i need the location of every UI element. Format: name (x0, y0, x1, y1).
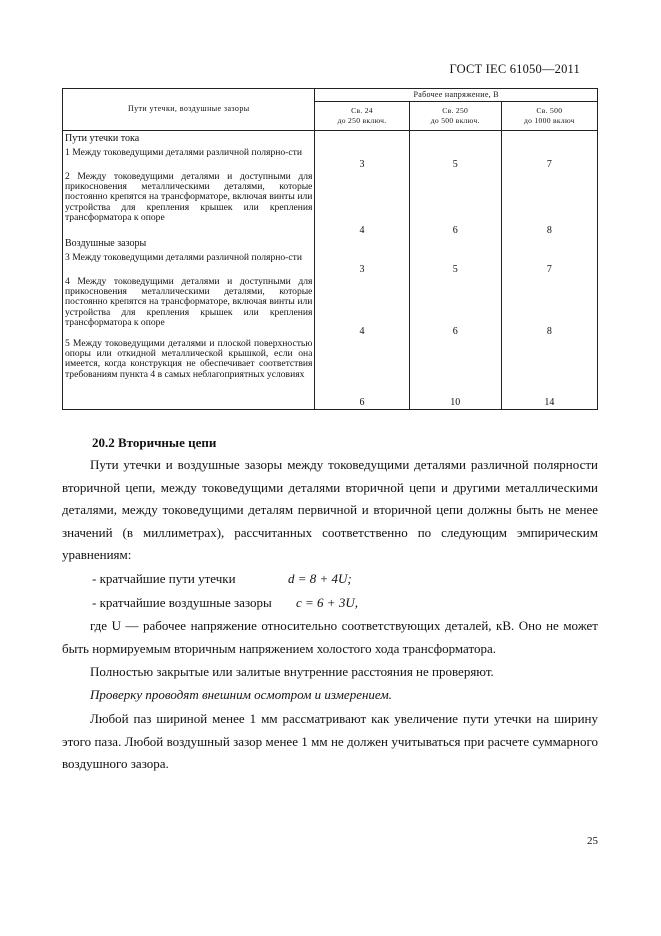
row-value: 5 (409, 251, 501, 275)
formula-creepage-expression: d = 8 + 4U; (288, 571, 352, 586)
row-value: 8 (501, 275, 597, 337)
formula-clearance-expression: c = 6 + 3U, (296, 595, 358, 610)
table-header-voltage-col-1: Св. 24 до 250 включ. (315, 102, 409, 131)
clearance-table (62, 88, 598, 410)
paragraph-check-method: Проверку проводят внешним осмотром и измерением. (90, 687, 392, 702)
table-section-creepage: Пути утечки тока (63, 131, 315, 147)
section-heading: 20.2 Вторичные цепи (92, 435, 217, 450)
row-description: 1 Между токоведущими деталями различной полярно-сти (63, 146, 315, 170)
row-value: 3 (315, 251, 409, 275)
row-value: 4 (315, 170, 409, 236)
row-value: 6 (409, 275, 501, 337)
table-row (63, 275, 598, 337)
table-header-voltage-col-3: Св. 500 до 1000 включ (501, 102, 597, 131)
paragraph-requirements: Пути утечки и воздушные зазоры между токоведущими деталями различной полярности вторичной цепи, между токоведущими деталями вторичной цепи и другими металлическими деталями, между токоведущими деталям первичной и вторичной цепи должны быть не менее значений (в миллиметрах), рассчитанных соответственно по следующим эмпирическим уравнениям: (62, 457, 598, 563)
row-value: 10 (409, 337, 501, 409)
row-value: 7 (501, 251, 597, 275)
row-value: 7 (501, 146, 597, 170)
table-row (63, 251, 598, 275)
row-value: 4 (315, 275, 409, 337)
formula-creepage (92, 571, 352, 587)
table-header-voltage-col-2: Св. 250 до 500 включ. (409, 102, 501, 131)
row-description: 3 Между токоведущими деталями различной полярно-сти (63, 251, 315, 275)
row-value: 5 (409, 146, 501, 170)
row-value: 3 (315, 146, 409, 170)
row-description: 5 Между токоведущими деталями и плоской поверхностью опоры или откидной металлической крышкой, если она имеется, когда конструкция не обеспечивает соответствия требованиям пункта 4 в самых неблагоприятных условиях (63, 337, 315, 409)
row-value: 8 (501, 170, 597, 236)
row-description: 2 Между токоведущими деталями и доступными для прикосновения металлическими деталями, которые постоянно крепятся на трансформаторе, включая винты или устройства для крепления крышек или крепления трансформатора к опоре (63, 170, 315, 236)
document-code: ГОСТ IEC 61050—2011 (449, 62, 580, 76)
table-row (63, 170, 598, 236)
paragraph-enclosed: Полностью закрытые или залитые внутренние расстояния не проверяют. (90, 664, 494, 679)
table-section-air-gaps: Воздушные зазоры (63, 236, 315, 251)
row-description: 4 Между токоведущими деталями и доступными для прикосновения металлическими деталями, которые постоянно крепятся на трансформаторе, включая винты или устройства для крепления крышек или крепления трансформатора к опоре (63, 275, 315, 337)
paragraph-groove: Любой паз шириной менее 1 мм рассматривают как увеличение пути утечки на ширину этого паза. Любой воздушный зазор менее 1 мм не должен учитываться при расчете суммарного воздушного зазора. (62, 711, 598, 772)
formula-creepage-label: - кратчайшие пути утечки (92, 571, 236, 586)
row-value: 6 (409, 170, 501, 236)
table-header-distances: Пути утечки, воздушные зазоры (63, 89, 315, 131)
table-row (63, 146, 598, 170)
row-value: 6 (315, 337, 409, 409)
row-value: 14 (501, 337, 597, 409)
table-header-voltage: Рабочее напряжение, В (315, 89, 598, 102)
table-row (63, 337, 598, 409)
page-number: 25 (587, 835, 598, 847)
paragraph-definition: где U — рабочее напряжение относительно соответствующих деталей, кВ. Оно не может быть нормируемым вторичным напряжением холостого хода трансформатора. (62, 618, 598, 656)
formula-clearance-label: - кратчайшие воздушные зазоры (92, 595, 272, 610)
formula-clearance (92, 595, 358, 611)
